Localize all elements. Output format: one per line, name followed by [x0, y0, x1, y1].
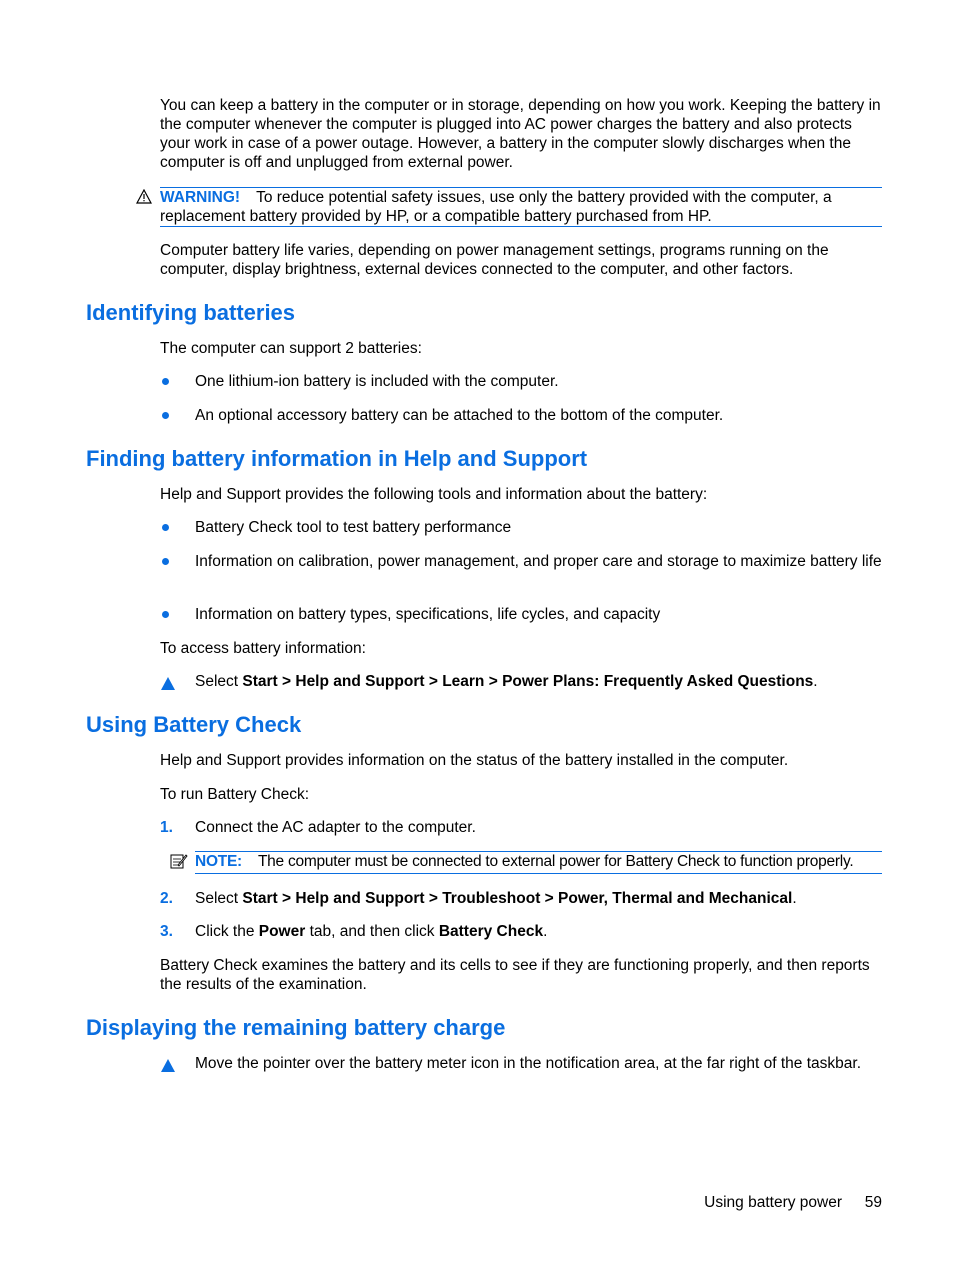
battery-check-heading: Using Battery Check — [86, 712, 302, 737]
step-text: Click the Power tab, and then click Battery Check. — [195, 923, 548, 940]
access-intro: To access battery information: — [160, 640, 366, 657]
page-number: 59 — [864, 1194, 882, 1211]
triangle-step-icon — [161, 677, 175, 690]
list-item: One lithium-ion battery is included with the computer. — [195, 373, 559, 390]
list-item: Battery Check tool to test battery performance — [195, 519, 512, 536]
menu-path: Start > Help and Support > Troubleshoot > Power, Thermal and Mechanical — [242, 890, 793, 907]
check-result-paragraph: Battery Check examines the battery and its cells to see if they are functioning properly, and then reports the results of the examination. — [160, 957, 870, 993]
list-item: Information on battery types, specifications, life cycles, and capacity — [195, 606, 661, 623]
footer-section: Using battery power — [704, 1194, 842, 1211]
display-step: Move the pointer over the battery meter icon in the notification area, at the far right of the taskbar. — [195, 1055, 862, 1072]
warning-label: WARNING! — [160, 189, 241, 206]
intro-paragraph: You can keep a battery in the computer or in storage, depending on how you work. Keeping the battery in the computer whenever the computer is plugged into AC power charges the battery and also protects your work in case of a power outage. However, a battery in the computer slowly discharges when the computer is off and unplugged from external power. — [160, 97, 881, 171]
warning-icon — [136, 189, 152, 204]
triangle-step-icon — [161, 1059, 175, 1072]
bullet-icon — [162, 524, 169, 531]
step-number: 2. — [160, 890, 173, 907]
battery-life-paragraph: Computer battery life varies, depending on power management settings, programs running on the computer, display brightness, external devices connected to the computer, and other factors. — [160, 242, 829, 278]
step-number: 1. — [160, 819, 173, 836]
finding-heading: Finding battery information in Help and Support — [86, 446, 588, 471]
identifying-intro: The computer can support 2 batteries: — [160, 340, 422, 357]
note-bottom-rule — [195, 873, 882, 874]
run-check-intro: To run Battery Check: — [160, 786, 310, 803]
step-text: Connect the AC adapter to the computer. — [195, 819, 476, 836]
menu-path: Start > Help and Support > Learn > Power Plans: Frequently Asked Questions — [242, 673, 814, 690]
battery-check-paragraph: Help and Support provides information on the status of the battery installed in the computer. — [160, 752, 789, 769]
displaying-heading: Displaying the remaining battery charge — [86, 1015, 506, 1040]
warning-bottom-rule — [160, 226, 882, 227]
step-number: 3. — [160, 923, 173, 940]
note-callout — [195, 852, 885, 871]
identifying-heading: Identifying batteries — [86, 300, 296, 325]
step-text: Select Start > Help and Support > Troubleshoot > Power, Thermal and Mechanical. — [195, 890, 797, 907]
warning-text: To reduce potential safety issues, use only the battery provided with the computer, a replacement battery provided by HP, or a compatible battery purchased from HP. — [160, 189, 832, 225]
warning-callout — [160, 188, 882, 226]
note-icon — [170, 853, 188, 869]
bullet-icon — [162, 412, 169, 419]
bullet-icon — [162, 611, 169, 618]
note-text: The computer must be connected to external power for Battery Check to function properly. — [257, 853, 854, 870]
note-label: NOTE: — [195, 853, 242, 870]
list-item: Information on calibration, power management, and proper care and storage to maximize battery life — [195, 553, 882, 570]
bullet-icon — [162, 378, 169, 385]
list-item: An optional accessory battery can be attached to the bottom of the computer. — [195, 407, 724, 424]
finding-intro: Help and Support provides the following tools and information about the battery: — [160, 486, 708, 503]
bullet-icon — [162, 558, 169, 565]
access-step: Select Start > Help and Support > Learn > Power Plans: Frequently Asked Questions. — [195, 673, 818, 690]
